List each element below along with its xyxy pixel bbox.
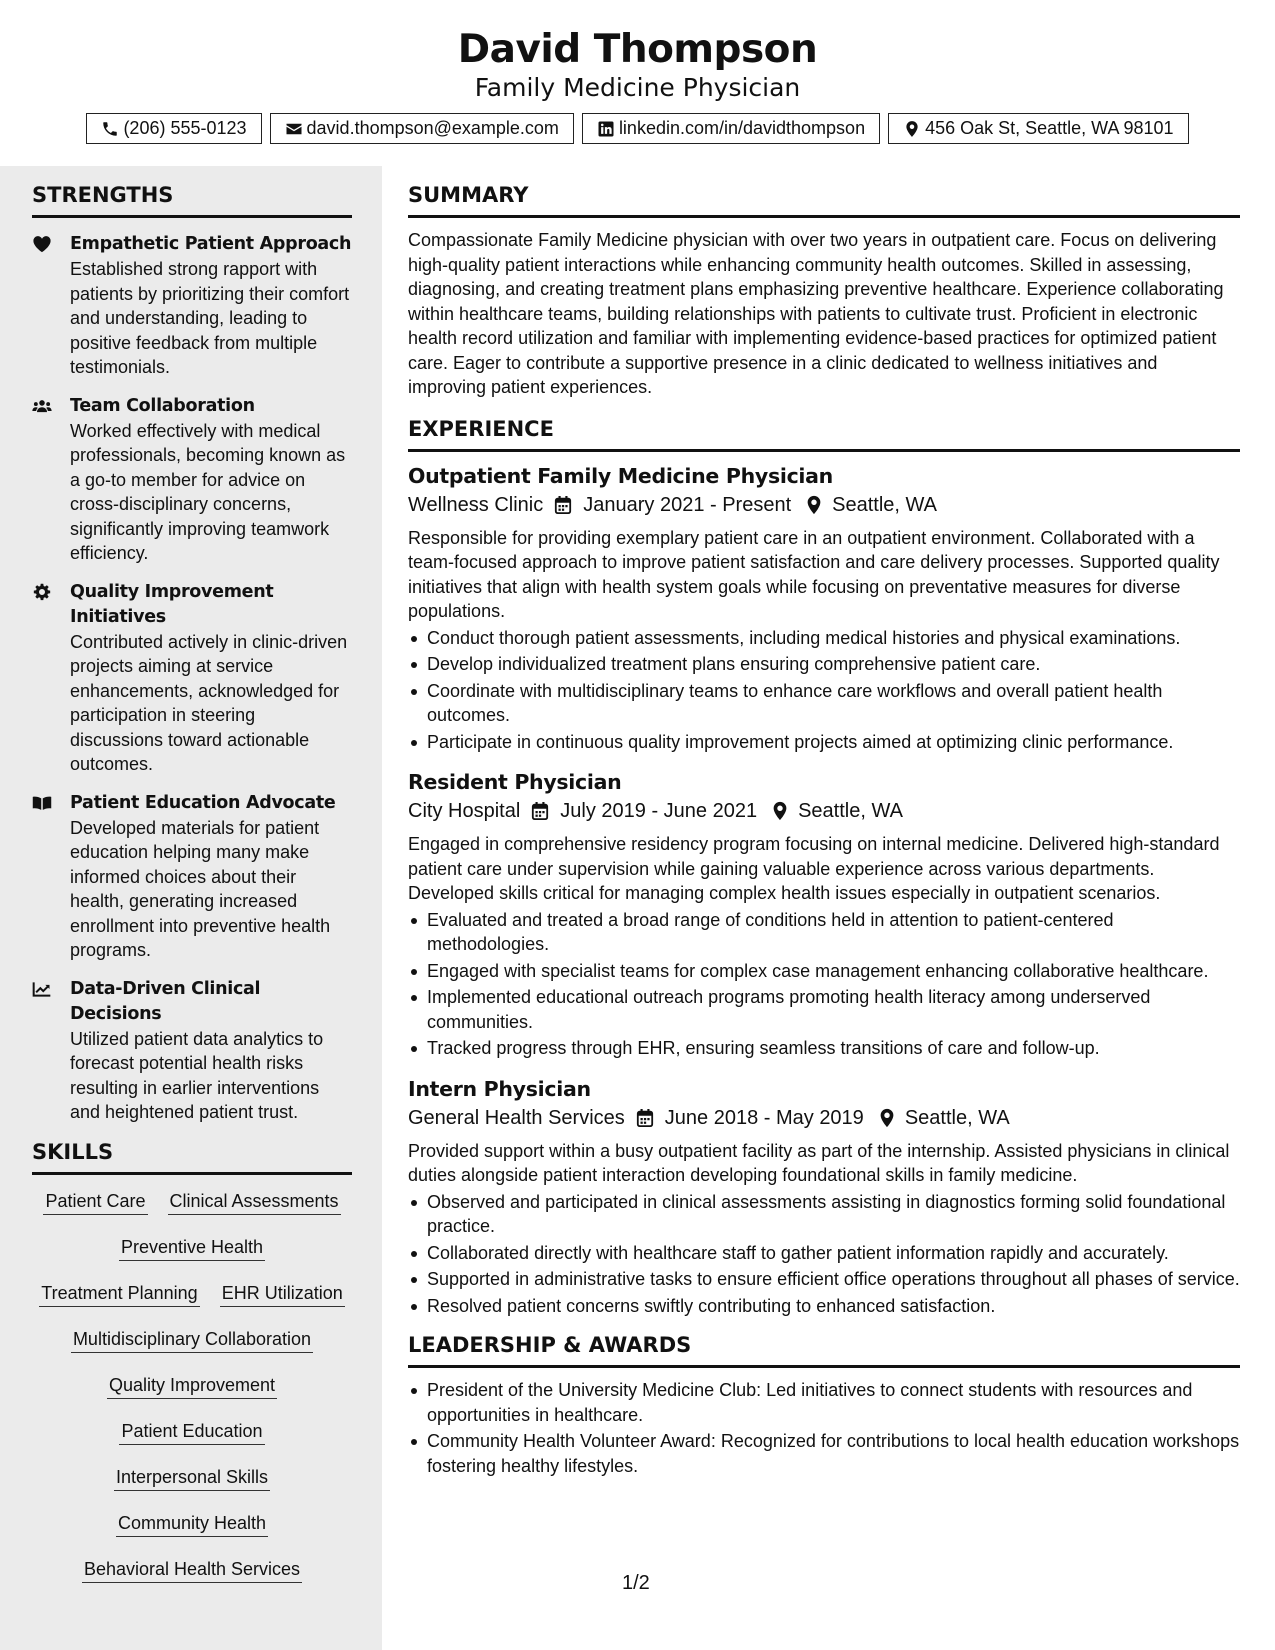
gear-icon <box>32 583 52 601</box>
skill-tag: Patient Education <box>119 1419 264 1445</box>
job-meta <box>408 1103 1240 1133</box>
map-pin-icon <box>771 801 789 821</box>
linkedin-icon <box>597 120 615 138</box>
list-item: Evaluated and treated a broad range of conditions held in attention to patient-centered methodologies. <box>408 908 1240 957</box>
strength-description: Worked effectively with medical professionals, becoming known as a go-to member for advice on cross-disciplinary concerns, significantly improving teamwork efficiency. <box>70 420 346 563</box>
map-pin-icon <box>903 120 921 138</box>
job-location: Seattle, WA <box>904 1106 1010 1129</box>
strength-title: Team Collaboration <box>70 395 255 416</box>
experience-title: EXPERIENCE <box>408 416 1240 452</box>
job-role: Intern Physician <box>408 1076 591 1101</box>
skill-tag: Treatment Planning <box>39 1281 199 1307</box>
list-item: Collaborated directly with healthcare staff to gather patient information rapidly and accurately. <box>408 1241 1240 1266</box>
job-description: Provided support within a busy outpatient facility as part of the internship. Assisted physicians in clinical duties alongside patient interaction developing foundational skills in family medicine. <box>408 1140 1230 1185</box>
job-meta <box>408 796 1240 826</box>
strength-title: Patient Education Advocate <box>70 792 336 813</box>
job-role: Outpatient Family Medicine Physician <box>408 463 833 488</box>
job-bullets <box>408 1190 1240 1319</box>
skill-tag: Multidisciplinary Collaboration <box>71 1327 313 1353</box>
list-item: Coordinate with multidisciplinary teams to enhance care workflows and overall patient health outcomes. <box>408 679 1240 728</box>
skill-tag: Quality Improvement <box>107 1373 277 1399</box>
job-entry <box>408 462 1240 755</box>
map-pin-icon <box>805 495 823 515</box>
contact-phone[interactable] <box>86 113 261 144</box>
job-location: Seattle, WA <box>832 493 937 516</box>
strength-title: Data-Driven Clinical Decisions <box>70 978 261 1024</box>
strength-description: Utilized patient data analytics to forecast potential health risks resulting in earlier interventions and heightened patient trust. <box>70 1028 324 1122</box>
skill-tag: Community Health <box>116 1511 268 1537</box>
awards-title: LEADERSHIP & AWARDS <box>408 1332 1240 1368</box>
job-org: General Health Services <box>408 1106 625 1129</box>
calendar-icon <box>531 801 549 821</box>
summary-text: Compassionate Family Medicine physician with over two years in outpatient care. Focus on delivering high-quality patient interactions while enhancing community health outcomes. Skilled in assessing, diagnosing, and creating treatment plans emphasizing preventive healthcare. Experience collaborating within healthcare teams, building relationships with patients to cultivate trust. Proficient in electronic health record utilization and familiar with implementing evidence-based practices for optimized patient care. Eager to contribute a supportive presence in a clinic dedicated to wellness initiatives and improving patient experiences. <box>408 230 1224 397</box>
strength-item <box>32 977 352 1125</box>
sidebar <box>0 166 382 1650</box>
strength-description: Established strong rapport with patients by prioritizing their comfort and understanding, leading to positive feedback from multiple testimonials. <box>70 259 350 377</box>
skills-title: SKILLS <box>32 1139 352 1175</box>
list-item: Develop individualized treatment plans ensuring comprehensive patient care. <box>408 652 1240 677</box>
calendar-icon <box>636 1108 654 1128</box>
skill-tag: Preventive Health <box>119 1235 265 1261</box>
job-description: Engaged in comprehensive residency program focusing on internal medicine. Delivered high-standard patient care under supervision while gaining valuable experience across various departments. Developed skills critical for managing complex health issues especially in outpatient scenarios. <box>408 834 1220 903</box>
list-item: Resolved patient concerns swiftly contributing to enhanced satisfaction. <box>408 1294 1240 1319</box>
job-dates: June 2018 - May 2019 <box>664 1106 864 1129</box>
main-content <box>408 182 1240 1480</box>
users-icon <box>32 397 52 415</box>
map-pin-icon <box>878 1108 896 1128</box>
strength-title: Quality Improvement Initiatives <box>70 581 274 627</box>
candidate-title: Family Medicine Physician <box>474 73 801 102</box>
list-item: Implemented educational outreach programs promoting health literacy among underserved communities. <box>408 985 1240 1034</box>
skill-tag: Clinical Assessments <box>168 1189 341 1215</box>
candidate-name: David Thompson <box>457 27 818 72</box>
strength-description: Developed materials for patient education helping many make informed choices about their health, generating increased enrollment into preventive health programs. <box>70 817 331 960</box>
contact-linkedin[interactable] <box>582 113 880 144</box>
envelope-icon <box>285 120 303 138</box>
strength-title: Empathetic Patient Approach <box>70 234 352 254</box>
contact-email[interactable] <box>270 113 574 144</box>
phone-icon <box>101 120 119 138</box>
job-entry <box>408 1075 1240 1319</box>
contact-linkedin-text: linkedin.com/in/davidthompson <box>618 118 866 138</box>
job-bullets <box>408 626 1240 755</box>
sidebar-content <box>32 182 352 1603</box>
awards-list <box>408 1378 1240 1478</box>
job-location: Seattle, WA <box>798 800 903 822</box>
contact-email-text: david.thompson@example.com <box>306 118 559 138</box>
strength-description: Contributed actively in clinic-driven projects aiming at service enhancements, acknowledged for participation in steering discussions toward actionable outcomes. <box>70 631 348 774</box>
job-dates: January 2021 - Present <box>583 493 792 516</box>
list-item: Tracked progress through EHR, ensuring seamless transitions of care and follow-up. <box>408 1036 1240 1061</box>
list-item: Engaged with specialist teams for complex case management enhancing collaborative healthcare. <box>408 959 1240 984</box>
contact-phone-text: (206) 555-0123 <box>123 118 247 138</box>
skill-tag: Patient Care <box>43 1189 147 1215</box>
job-org: Wellness Clinic <box>408 493 544 516</box>
strength-item <box>32 232 352 380</box>
strength-item <box>32 580 352 777</box>
job-org: City Hospital <box>408 800 521 822</box>
list-item: Conduct thorough patient assessments, including medical histories and physical examinations. <box>408 626 1240 651</box>
strength-item <box>32 791 352 963</box>
job-dates: July 2019 - June 2021 <box>560 800 758 822</box>
heart-icon <box>32 235 52 253</box>
list-item: Observed and participated in clinical assessments assisting in diagnostics forming solid foundational practice. <box>408 1190 1240 1239</box>
resume-header <box>0 0 1275 166</box>
skill-tag: Behavioral Health Services <box>82 1557 302 1583</box>
chart-line-icon <box>32 980 52 998</box>
list-item: Supported in administrative tasks to ensure efficient office operations throughout all phases of service. <box>408 1267 1240 1292</box>
strength-item <box>32 394 352 566</box>
skill-tag: EHR Utilization <box>220 1281 345 1307</box>
job-entry <box>408 768 1240 1061</box>
job-description: Responsible for providing exemplary patient care in an outpatient environment. Collaborated with a team-focused approach to improve patient satisfaction and care delivery processes. Supported quality initiatives that align with health system goals while focusing on preventative measures for diverse populations. <box>408 527 1220 621</box>
skills-list <box>32 1189 352 1603</box>
contact-address[interactable] <box>888 113 1188 144</box>
book-icon <box>32 794 52 812</box>
summary-title: SUMMARY <box>408 182 1240 218</box>
strengths-title: STRENGTHS <box>32 182 352 218</box>
page-number: 1/2 <box>622 1572 650 1594</box>
contact-bar <box>0 113 1275 144</box>
list-item: President of the University Medicine Club: Led initiatives to connect students with resources and opportunities in healthcare. <box>408 1378 1240 1427</box>
job-bullets <box>408 908 1240 1061</box>
job-meta <box>408 490 1240 520</box>
list-item: Participate in continuous quality improvement projects aimed at optimizing clinic performance. <box>408 730 1240 755</box>
list-item: Community Health Volunteer Award: Recognized for contributions to local health education workshops fostering healthy lifestyles. <box>408 1429 1240 1478</box>
contact-address-text: 456 Oak St, Seattle, WA 98101 <box>925 118 1174 138</box>
job-role: Resident Physician <box>408 770 622 794</box>
calendar-icon <box>554 495 572 515</box>
skill-tag: Interpersonal Skills <box>114 1465 270 1491</box>
